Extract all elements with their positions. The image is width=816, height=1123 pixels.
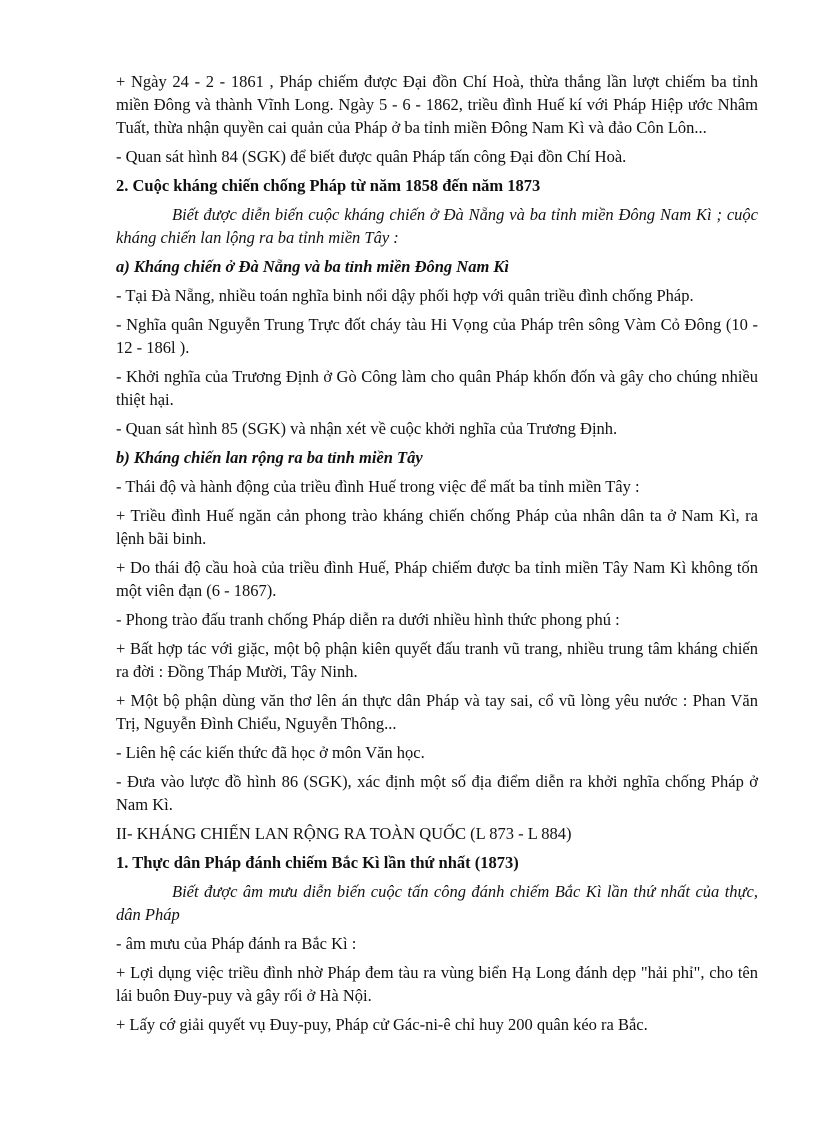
subsection-heading: a) Kháng chiến ở Đà Nẵng và ba tỉnh miền Đông Nam Kì	[116, 257, 509, 276]
part-heading: II- KHÁNG CHIẾN LAN RỘNG RA TOÀN QUỐC (L 873 - L 884)	[116, 824, 572, 843]
paragraph: + Do thái độ cầu hoà của triều đình Huế, Pháp chiếm được ba tỉnh miền Tây Nam Kì không tốn một viên đạn (6 - 1867).	[116, 558, 758, 600]
paragraph: - Quan sát hình 85 (SGK) và nhận xét về cuộc khởi nghĩa của Trương Định.	[116, 419, 618, 438]
paragraph: + Lợi dụng việc triều đình nhờ Pháp đem tàu ra vùng biển Hạ Long đánh dẹp "hải phỉ", cho tên lái buôn Đuy-puy và gây rối ở Hà Nội.	[116, 963, 758, 1005]
paragraph: + Lấy cớ giải quyết vụ Đuy-puy, Pháp cử Gác-ni-ê chỉ huy 200 quân kéo ra Bắc.	[116, 1015, 648, 1034]
paragraph: - Thái độ và hành động của triều đình Huế trong việc để mất ba tỉnh miền Tây :	[116, 477, 640, 496]
paragraph: + Một bộ phận dùng văn thơ lên án thực dân Pháp và tay sai, cổ vũ lòng yêu nước : Phan Văn Trị, Nguyễn Đình Chiểu, Nguyễn Thông...	[116, 691, 758, 733]
section-heading: 2. Cuộc kháng chiến chống Pháp từ năm 1858 đến năm 1873	[116, 176, 541, 195]
paragraph: - Quan sát hình 84 (SGK) để biết được quân Pháp tấn công Đại đồn Chí Hoà.	[116, 147, 627, 166]
paragraph: - Khởi nghĩa của Trương Định ở Gò Công làm cho quân Pháp khốn đốn và gây cho chúng nhiều thiệt hại.	[116, 367, 758, 409]
paragraph: - Đưa vào lược đồ hình 86 (SGK), xác định một số địa điểm diễn ra khởi nghĩa chống Pháp ở Nam Kì.	[116, 772, 758, 814]
paragraph: + Bất hợp tác với giặc, một bộ phận kiên quyết đấu tranh vũ trang, nhiều trung tâm kháng chiến ra đời : Đồng Tháp Mười, Tây Ninh.	[116, 639, 758, 681]
paragraph: + Ngày 24 - 2 - 1861 , Pháp chiếm được Đại đồn Chí Hoà, thừa thắng lần lượt chiếm ba tỉnh miền Đông và thành Vĩnh Long. Ngày 5 - 6 - 1862, triều đình Huế kí với Pháp Hiệp ước Nhâm Tuất, thừa nhận quyền cai quản của Pháp ở ba tỉnh miền Đông Nam Kì và đảo Côn Lôn...	[116, 72, 758, 137]
objective-paragraph: Biết được diễn biến cuộc kháng chiến ở Đà Nẵng và ba tỉnh miền Đông Nam Kì ; cuộc kháng chiến lan lộng ra ba tỉnh miền Tây :	[116, 205, 758, 247]
objective-paragraph: Biết được âm mưu diễn biến cuộc tấn công đánh chiếm Bắc Kì lần thứ nhất của thực, dân Pháp	[116, 882, 758, 924]
section-heading: 1. Thực dân Pháp đánh chiếm Bắc Kì lần thứ nhất (1873)	[116, 853, 519, 872]
paragraph: - Liên hệ các kiến thức đã học ở môn Văn học.	[116, 743, 425, 762]
subsection-heading: b) Kháng chiến lan rộng ra ba tỉnh miền Tây	[116, 448, 423, 467]
paragraph: - âm mưu của Pháp đánh ra Bắc Kì :	[116, 934, 357, 953]
paragraph: - Nghĩa quân Nguyễn Trung Trực đốt cháy tàu Hi Vọng của Pháp trên sông Vàm Cỏ Đông (10 - 12 - 186l ).	[116, 315, 758, 357]
paragraph: - Phong trào đấu tranh chống Pháp diễn ra dưới nhiều hình thức phong phú :	[116, 610, 620, 629]
paragraph: + Triều đình Huế ngăn cản phong trào kháng chiến chống Pháp của nhân dân ta ở Nam Kì, ra lệnh bãi binh.	[116, 506, 758, 548]
paragraph: - Tại Đà Nẵng, nhiều toán nghĩa binh nổi dậy phối hợp với quân triều đình chống Pháp.	[116, 286, 694, 305]
